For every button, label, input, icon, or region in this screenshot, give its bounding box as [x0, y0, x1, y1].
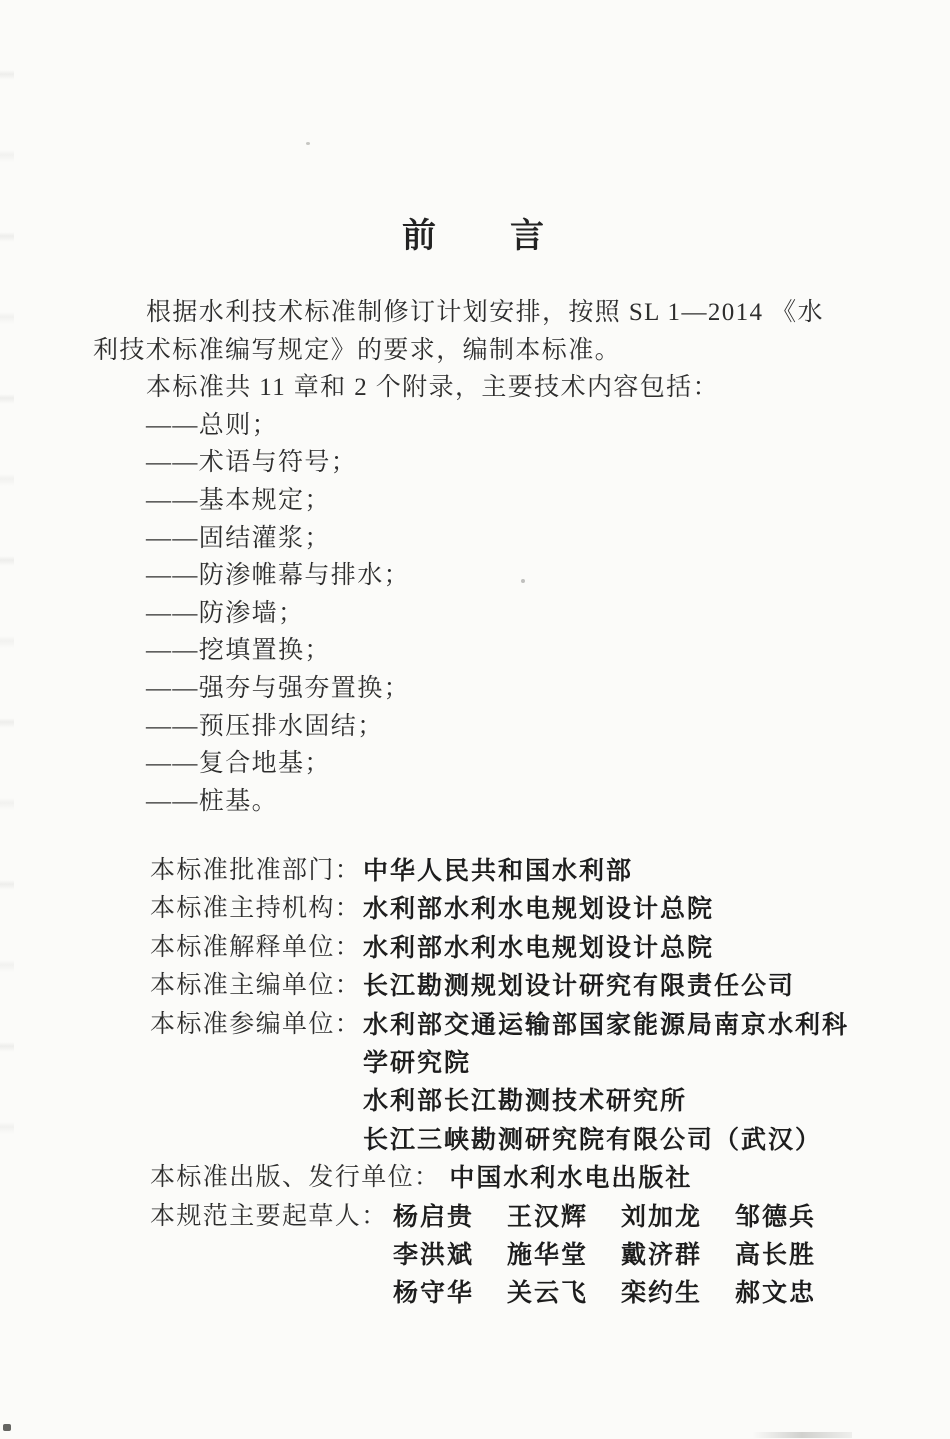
credit-row-continuation	[93, 1121, 903, 1159]
list-item: ——预压排水固结；	[146, 712, 384, 740]
list-item: ——强夯与强夯置换；	[146, 674, 411, 702]
page-title: 前 言	[402, 216, 546, 255]
credit-label: 本标准主持机构：	[150, 895, 362, 923]
drafter-name: 戴济群	[621, 1240, 703, 1269]
credit-row	[93, 929, 903, 967]
list-item: ——防渗帷幕与排水；	[146, 562, 411, 590]
drafter-name: 杨守华	[393, 1279, 475, 1308]
drafters-label: 本规范主要起草人：	[150, 1202, 388, 1230]
drafters-label-spacer	[93, 1236, 393, 1274]
drafter-name: 高长胜	[735, 1240, 817, 1269]
credit-value: 水利部水利水电规划设计总院	[363, 895, 715, 924]
credit-row	[93, 852, 903, 890]
scan-edge-noise	[0, 0, 14, 1200]
credit-label: 本标准出版、发行单位：	[150, 1164, 441, 1192]
credit-label: 本标准主编单位：	[150, 972, 362, 1000]
drafter-name: 郝文忠	[735, 1279, 817, 1308]
drafters-row	[93, 1274, 903, 1312]
credit-value: 长江勘测规划设计研究有限责任公司	[363, 972, 796, 1001]
drafter-name: 李洪斌	[393, 1240, 475, 1269]
credit-label	[93, 1121, 363, 1159]
credit-row-continuation	[93, 1044, 903, 1082]
list-item: ——防渗墙；	[146, 599, 305, 627]
paragraph-line: 根据水利技术标准制修订计划安排，按照 SL 1—2014 《水	[146, 299, 824, 326]
credit-value: 水利部长江勘测技术研究所	[363, 1087, 688, 1116]
list-item: ——总则；	[146, 411, 279, 439]
credit-value: 长江三峡勘测研究院有限公司（武汉）	[363, 1125, 823, 1154]
credit-value: 中华人民共和国水利部	[363, 857, 634, 885]
credit-row	[93, 1006, 903, 1044]
credit-row-continuation	[93, 1082, 903, 1120]
drafter-name: 施华堂	[507, 1240, 589, 1269]
credit-value: 水利部水利水电规划设计总院	[363, 933, 715, 962]
foreword-body	[93, 294, 883, 820]
list-item: ——挖填置换；	[146, 637, 331, 665]
scan-artifact	[752, 1432, 852, 1438]
list-item: ——固结灌浆；	[146, 524, 331, 552]
credit-row	[93, 890, 903, 928]
credit-label	[93, 1044, 363, 1082]
credit-value: 中国水利水电出版社	[449, 1164, 693, 1193]
drafters-label-spacer	[93, 1274, 393, 1312]
list-item: ——基本规定；	[146, 486, 331, 514]
drafter-name: 栾约生	[621, 1279, 703, 1308]
scan-artifact	[3, 1424, 11, 1431]
drafter-name: 杨启贵	[393, 1202, 475, 1231]
list-item: ——复合地基；	[146, 750, 331, 778]
credit-row	[93, 967, 903, 1005]
drafter-names	[393, 1236, 816, 1274]
credits-block	[93, 852, 903, 1313]
credit-value: 水利部交通运输部国家能源局南京水利科	[363, 1010, 850, 1039]
drafter-name: 关云飞	[507, 1279, 589, 1308]
drafter-name: 王汉辉	[507, 1202, 589, 1231]
drafter-name: 邹德兵	[735, 1202, 817, 1231]
drafter-names	[393, 1274, 816, 1312]
paragraph-line: 本标准共 11 章和 2 个附录，主要技术内容包括：	[146, 374, 719, 402]
drafter-names	[393, 1198, 816, 1236]
paragraph-line: 利技术标准编写规定》的要求，编制本标准。	[93, 336, 622, 364]
credit-value: 学研究院	[363, 1048, 472, 1077]
credit-row	[93, 1159, 903, 1197]
list-item: ——术语与符号；	[146, 449, 358, 477]
credit-label	[93, 1082, 363, 1120]
drafters-row	[93, 1198, 903, 1236]
drafter-name: 刘加龙	[621, 1202, 703, 1231]
scan-artifact	[306, 142, 310, 145]
drafters-row	[93, 1236, 903, 1274]
credit-label: 本标准解释单位：	[150, 933, 362, 961]
credit-label: 本标准批准部门：	[150, 857, 362, 884]
credit-label: 本标准参编单位：	[150, 1010, 362, 1038]
list-item: ——桩基。	[146, 787, 279, 815]
